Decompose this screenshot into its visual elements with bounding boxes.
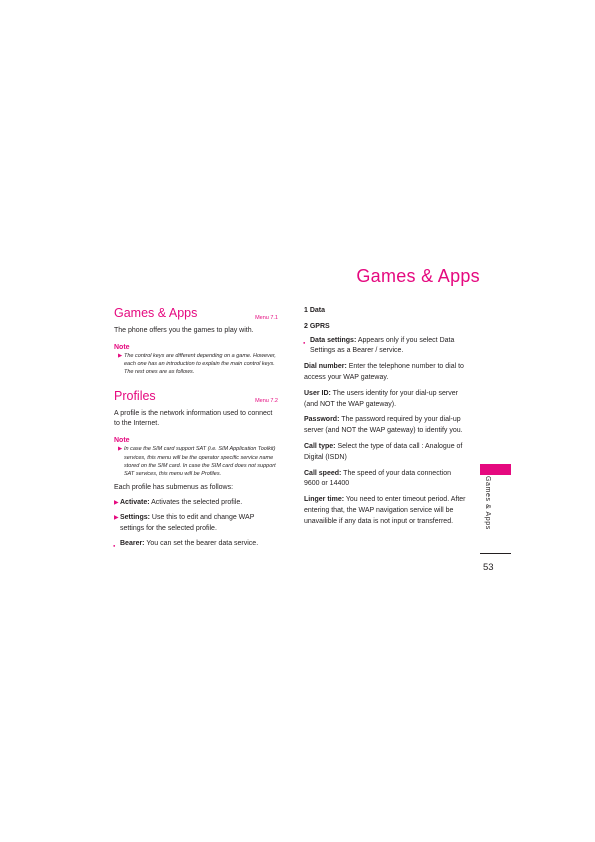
triangle-bullet-icon: ▶ <box>118 352 123 359</box>
page-number: 53 <box>483 562 494 573</box>
list-item <box>114 498 278 509</box>
triangle-bullet-icon: ▶ <box>114 500 119 507</box>
note-text <box>114 352 278 377</box>
note-label: Note <box>114 437 130 445</box>
list-item <box>304 415 468 437</box>
section-header-profiles <box>114 388 278 407</box>
item-text: Activates the selected profile. <box>149 499 243 507</box>
item-term: Call speed: <box>304 469 342 477</box>
menu-number: Menu 7.2 <box>255 397 278 404</box>
intro-text: The phone offers you the games to play with. <box>114 327 254 334</box>
list-item <box>114 539 278 550</box>
item-term: Activate: <box>120 499 150 507</box>
item-term: Call type: <box>304 442 336 450</box>
left-column <box>114 308 278 549</box>
triangle-bullet-icon: ▶ <box>118 446 123 453</box>
note-label: Note <box>114 343 130 351</box>
item-term: Bearer: <box>120 539 145 547</box>
side-tab-marker <box>480 464 511 475</box>
item-text: The users identity for your dial-up server (and NOT the WAP gateway). <box>304 389 458 408</box>
note-body-text: The control keys are different depending on a game. However, each one has an introduction to explain the main control keys. The rest ones are as follows. <box>124 352 276 376</box>
item-text: You need to enter timeout period. After entering that, the WAP navigation service will be unavailible if any data is not input or transferred. <box>304 496 466 525</box>
note-text <box>114 445 278 478</box>
page-number-divider <box>480 553 511 554</box>
item-term: User ID: <box>304 389 331 397</box>
section-title: Games & Apps <box>114 306 198 320</box>
section-header-games-apps <box>114 308 278 324</box>
list-item <box>304 389 468 411</box>
item-term: Settings: <box>120 514 150 522</box>
list-item <box>304 495 468 527</box>
item-text: You can set the bearer data service. <box>144 539 259 547</box>
submenus-intro: Each profile has submenus as follows: <box>114 484 234 492</box>
small-bullet-icon: ● <box>303 339 306 345</box>
item-term: Dial number: <box>304 363 347 371</box>
item-term: Data settings: <box>310 336 357 344</box>
intro-text: A profile is the network information used to connect to the Internet. <box>114 409 273 428</box>
option-data: 1 Data <box>304 307 326 314</box>
item-text: Select the type of data call : Analogue of Digital (ISDN) <box>304 442 463 461</box>
section-title: Profiles <box>114 388 156 403</box>
item-text: The password required by your dial-up server (and NOT the WAP gateway) to identify you. <box>304 416 463 435</box>
item-term: Linger time: <box>304 496 345 504</box>
option-gprs: 2 GPRS <box>304 322 330 330</box>
triangle-bullet-icon: ▶ <box>114 515 119 522</box>
item-text: Appears only if you select Data Settings as a Bearer / service. <box>310 336 455 355</box>
list-item <box>304 362 468 384</box>
list-item <box>304 469 468 491</box>
small-bullet-icon: ● <box>113 542 116 548</box>
note-body-text: In case the SIM card support SAT (i.e. SIM Application Toolkit) services, this menu will be the operator specific service name stored on the SIM card. In case the SIM card does not support SAT services, this menu will be Profiles. <box>124 446 276 478</box>
list-item <box>114 513 278 535</box>
side-section-label: Games & Apps <box>484 476 491 530</box>
right-column <box>304 306 468 533</box>
item-term: Password: <box>304 416 340 424</box>
menu-number: Menu 7.1 <box>255 315 278 321</box>
list-item <box>304 336 468 358</box>
list-item <box>304 442 468 464</box>
item-text: Use this to edit and change WAP settings for the selected profile. <box>120 514 255 532</box>
item-text: The speed of your data connection 9600 or 14400 <box>304 469 451 488</box>
item-text: Enter the telephone number to dial to access your WAP gateway. <box>304 363 464 381</box>
chapter-title: Games & Apps <box>356 266 480 286</box>
